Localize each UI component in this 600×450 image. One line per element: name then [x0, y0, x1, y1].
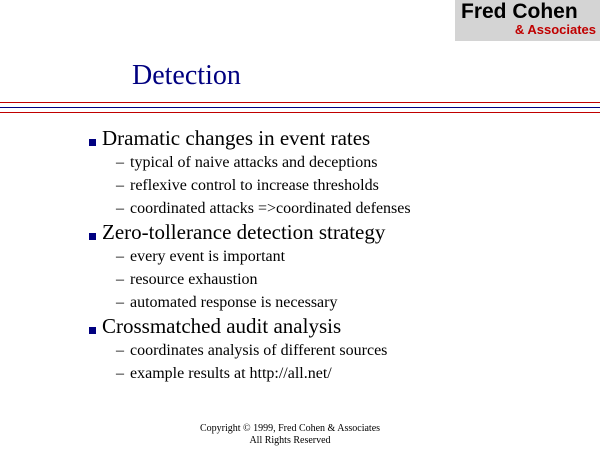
slide-title: Detection [132, 60, 241, 91]
divider-line-bottom [0, 112, 600, 113]
bullet-text: Dramatic changes in event rates [102, 126, 371, 150]
sub-bullet [88, 197, 598, 220]
sub-bullet [88, 362, 598, 385]
logo-associates: & Associates [514, 22, 596, 37]
title-divider [0, 102, 600, 116]
bullet-text: Zero-tollerance detection strategy [102, 220, 386, 244]
logo-name: Fred Cohen [461, 0, 578, 23]
sub-bullet-text: reflexive control to increase thresholds [130, 177, 379, 194]
dash-icon: – [116, 365, 124, 382]
sub-bullet-text: example results at http://all.net/ [130, 365, 332, 382]
copyright-footer [0, 423, 580, 447]
sub-bullet [88, 339, 598, 362]
sub-bullet [88, 174, 598, 197]
bullet-item [88, 314, 598, 385]
divider-line-middle [0, 107, 600, 108]
sub-bullet-text: coordinated attacks =>coordinated defenses [130, 200, 411, 217]
rights-line: All Rights Reserved [249, 435, 331, 446]
bullet-item [88, 220, 598, 314]
bullet-text: Crossmatched audit analysis [102, 314, 342, 338]
bullet-square-icon [89, 233, 96, 240]
sub-bullet [88, 245, 598, 268]
sub-bullet-text: typical of naive attacks and deceptions [130, 154, 378, 171]
bullet-item [88, 126, 598, 220]
sub-bullet [88, 268, 598, 291]
bullet-list [88, 126, 598, 385]
divider-line-top [0, 102, 600, 103]
dash-icon: – [116, 342, 124, 359]
sub-bullet [88, 291, 598, 314]
dash-icon: – [116, 271, 124, 288]
sub-bullet-text: coordinates analysis of different sources [130, 342, 388, 359]
sub-bullet-text: resource exhaustion [130, 271, 258, 288]
copyright-line: Copyright © 1999, Fred Cohen & Associates [199, 423, 381, 434]
dash-icon: – [116, 177, 124, 194]
company-logo [455, 0, 600, 41]
bullet-square-icon [89, 139, 96, 146]
sub-bullet [88, 151, 598, 174]
dash-icon: – [116, 248, 124, 265]
dash-icon: – [116, 294, 124, 311]
sub-bullet-text: every event is important [130, 248, 286, 265]
sub-bullet-text: automated response is necessary [130, 294, 338, 311]
dash-icon: – [116, 154, 124, 171]
bullet-square-icon [89, 327, 96, 334]
dash-icon: – [116, 200, 124, 217]
